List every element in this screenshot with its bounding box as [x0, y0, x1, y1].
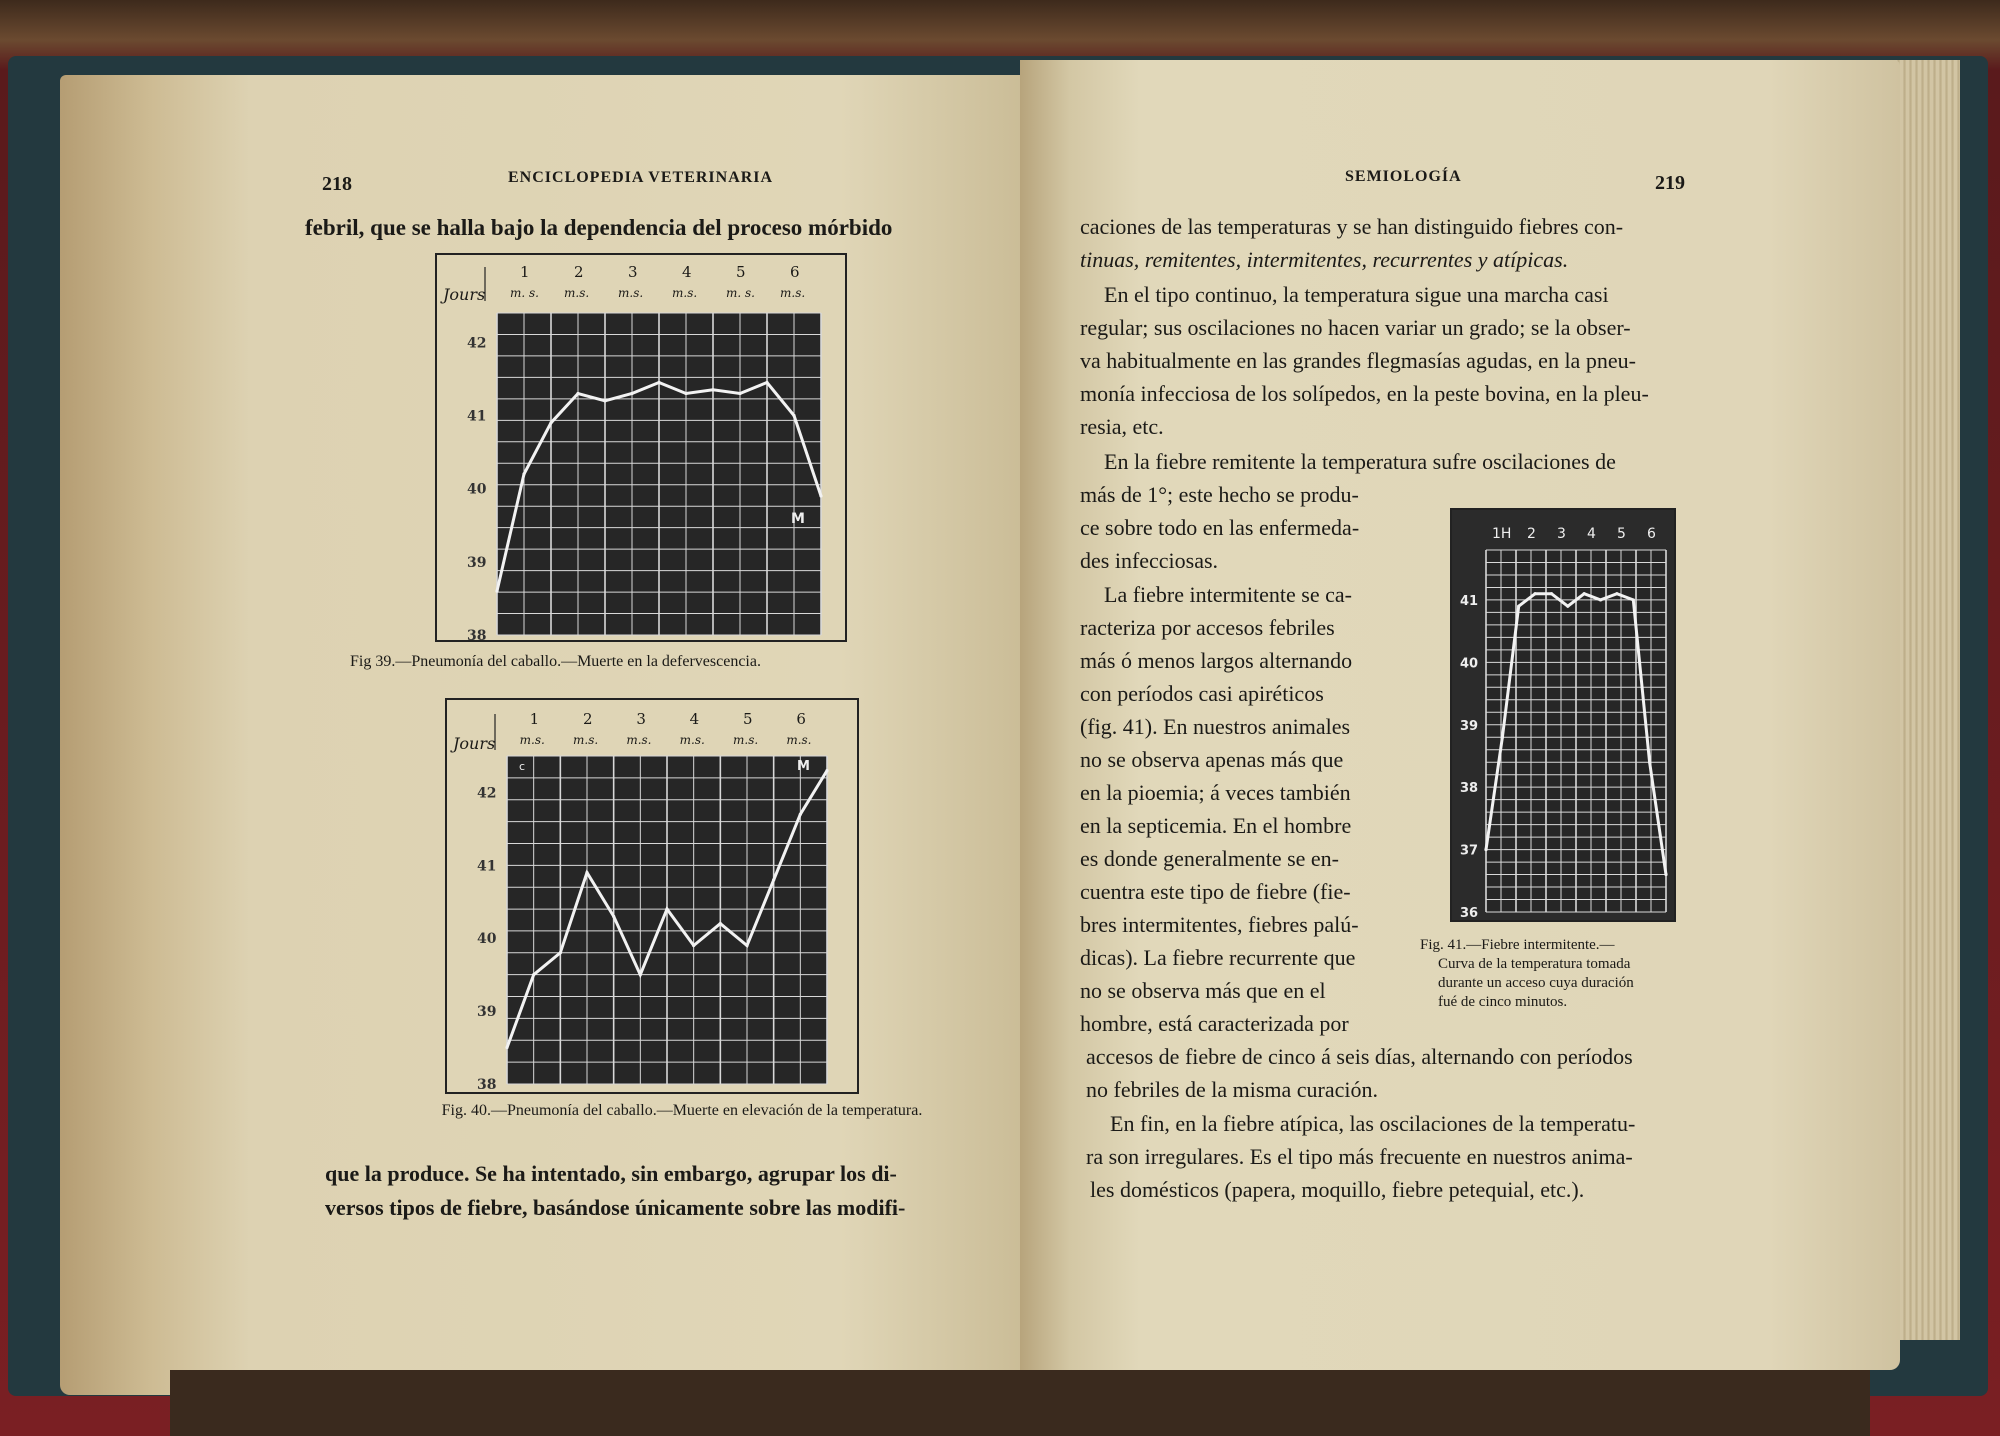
- figure-41-chart: [1450, 508, 1676, 922]
- text-line: en la septicemia. En el hombre: [1080, 813, 1352, 838]
- ms-label: m.s.: [564, 286, 590, 300]
- column-label: 3: [1557, 526, 1566, 542]
- text-line: racteriza por accesos febriles: [1080, 615, 1335, 640]
- day-label: 2: [583, 710, 593, 728]
- ms-label: m.s.: [672, 286, 698, 300]
- day-label: 3: [628, 263, 638, 281]
- temperature-point: [1615, 592, 1618, 595]
- temperature-point: [1648, 761, 1651, 764]
- right-running-head: SEMIOLOGÍA: [1345, 168, 1462, 185]
- ms-label: m.s.: [780, 286, 806, 300]
- temperature-point: [603, 399, 606, 402]
- temperature-point: [639, 973, 642, 976]
- day-label: 5: [743, 710, 753, 728]
- ms-label: m.s.: [618, 286, 644, 300]
- text-line: con períodos casi apiréticos: [1080, 681, 1324, 706]
- column-label: 4: [1587, 526, 1596, 542]
- figure-39-caption: Fig 39.—Pneumonía del caballo.—Muerte en la defervescencia.: [350, 653, 761, 670]
- ms-label: m.s.: [573, 733, 599, 747]
- column-label: 1H: [1492, 526, 1512, 542]
- caption-line: Curva de la temperatura tomada: [1438, 956, 1631, 972]
- top-label: c: [519, 760, 526, 773]
- figure-40-caption: Fig. 40.—Pneumonía del caballo.—Muerte en elevación de la temperatura.: [441, 1102, 923, 1119]
- temperature-point: [1583, 592, 1586, 595]
- text-line: más de 1°; este hecho se produ-: [1080, 482, 1359, 507]
- temperature-point: [684, 392, 687, 395]
- text-line: monía infecciosa de los solípedos, en la peste bovina, en la pleu-: [1080, 381, 1649, 406]
- temperature-point: [719, 922, 722, 925]
- text-line: dicas). La fiebre recurrente que: [1080, 945, 1356, 970]
- day-label: 4: [689, 710, 700, 728]
- temperature-point: [799, 813, 802, 816]
- y-tick-label: 41: [1460, 593, 1479, 609]
- temperature-point: [1517, 605, 1520, 608]
- temperature-point: [1632, 598, 1635, 601]
- text-line: accesos de fiebre de cinco á seis días, alternando con períodos: [1086, 1044, 1633, 1069]
- temperature-point: [1566, 605, 1569, 608]
- y-tick-label: 39: [477, 1004, 497, 1021]
- temperature-point: [738, 392, 741, 395]
- text-line: cuentra este tipo de fiebre (fie-: [1080, 879, 1351, 904]
- day-label: 6: [790, 263, 800, 281]
- text-line: resia, etc.: [1080, 414, 1164, 439]
- y-tick-label: 39: [467, 554, 487, 571]
- temperature-point: [1484, 848, 1487, 851]
- temperature-point: [1533, 592, 1536, 595]
- left-running-head: ENCICLOPEDIA VETERINARIA: [508, 169, 774, 186]
- text-line: des infecciosas.: [1080, 548, 1219, 573]
- temperature-point: [532, 973, 535, 976]
- temperature-point: [576, 392, 579, 395]
- jours-label: Jours: [443, 285, 486, 304]
- temperature-point: [612, 915, 615, 918]
- temperature-point: [765, 381, 768, 384]
- caption-line: Fig. 41.—Fiebre intermitente.—: [1420, 937, 1615, 953]
- ms-label: m.s.: [786, 733, 812, 747]
- temperature-point: [692, 944, 695, 947]
- ms-label: m. s.: [510, 286, 539, 300]
- right-page-number: 219: [1655, 172, 1685, 194]
- temperature-point: [1664, 873, 1667, 876]
- text-line: La fiebre intermitente se ca-: [1104, 582, 1352, 607]
- temperature-point: [657, 381, 660, 384]
- ms-label: m.s.: [519, 733, 545, 747]
- temperature-point: [505, 1046, 508, 1049]
- figure-39-plot: [437, 255, 845, 640]
- temperature-point: [495, 589, 498, 592]
- temperature-point: [549, 421, 552, 424]
- text-line: En la fiebre remitente la temperatura sufre oscilaciones de: [1104, 449, 1616, 474]
- day-label: 1: [529, 710, 540, 728]
- left-bottom-line-1: que la produce. Se ha intentado, sin embargo, agrupar los di-: [325, 1161, 897, 1186]
- left-bottom-line-2: versos tipos de fiebre, basándose únicamente sobre las modifi-: [325, 1195, 906, 1220]
- figure-40-plot: [447, 700, 857, 1092]
- text-line: en la pioemia; á veces también: [1080, 780, 1351, 805]
- temperature-point: [1501, 736, 1504, 739]
- temperature-point: [522, 472, 525, 475]
- y-tick-label: 40: [477, 931, 497, 948]
- text-line: más ó menos largos alternando: [1080, 648, 1353, 673]
- left-page: [60, 75, 1035, 1395]
- top-label: M: [797, 759, 810, 774]
- y-tick-label: 41: [477, 858, 497, 875]
- text-line: hombre, está caracterizada por: [1080, 1011, 1349, 1036]
- ms-label: m. s.: [726, 286, 755, 300]
- y-tick-label: 41: [467, 408, 487, 425]
- temperature-point: [585, 871, 588, 874]
- temperature-point: [745, 944, 748, 947]
- day-label: 5: [736, 263, 746, 281]
- y-tick-label: 37: [1460, 843, 1479, 859]
- y-tick-label: 39: [1460, 718, 1479, 734]
- temperature-point: [559, 951, 562, 954]
- left-page-number: 218: [322, 173, 352, 195]
- text-line: no se observa más que en el: [1080, 978, 1326, 1003]
- column-label: 5: [1617, 526, 1626, 542]
- y-tick-label: 40: [1460, 656, 1479, 672]
- temperature-point: [711, 388, 714, 391]
- day-label: 2: [574, 263, 584, 281]
- text-line: no se observa apenas más que: [1080, 747, 1344, 772]
- jours-label: Jours: [453, 734, 496, 753]
- day-label: 1: [520, 263, 530, 281]
- temperature-point: [825, 769, 828, 772]
- text-line: va habitualmente en las grandes flegmasías agudas, en la pneu-: [1080, 348, 1636, 373]
- temperature-point: [630, 392, 633, 395]
- temperature-point: [1550, 592, 1553, 595]
- text-line: ra son irregulares. Es el tipo más frecuente en nuestros anima-: [1086, 1144, 1633, 1169]
- figure-39-chart: [435, 253, 847, 642]
- temperature-point: [772, 878, 775, 881]
- day-label: 4: [682, 263, 692, 281]
- temperature-point: [665, 907, 668, 910]
- text-line: (fig. 41). En nuestros animales: [1080, 714, 1351, 739]
- ms-label: m.s.: [679, 733, 705, 747]
- stand-base: [170, 1370, 1870, 1436]
- ms-label: m.s.: [626, 733, 652, 747]
- day-label: 3: [636, 710, 646, 728]
- caption-line: durante un acceso cuya duración: [1438, 975, 1634, 991]
- left-top-line: febril, que se halla bajo la dependencia del proceso mórbido: [305, 215, 893, 240]
- text-line: les domésticos (papera, moquillo, fiebre petequial, etc.).: [1090, 1177, 1585, 1202]
- text-line: En fin, en la fiebre atípica, las oscilaciones de la temperatu-: [1110, 1111, 1636, 1136]
- y-tick-label: 40: [467, 481, 487, 498]
- caption-line: fué de cinco minutos.: [1438, 994, 1568, 1010]
- figure-41-plot: [1452, 510, 1674, 920]
- mark-label: M: [791, 511, 805, 527]
- temperature-point: [1599, 598, 1602, 601]
- text-line: caciones de las temperaturas y se han distinguido fiebres con-: [1080, 214, 1624, 239]
- y-tick-label: 38: [467, 628, 487, 640]
- y-tick-label: 38: [1460, 781, 1479, 797]
- text-line: no febriles de la misma curación.: [1086, 1077, 1379, 1102]
- text-line: es donde generalmente se en-: [1080, 846, 1339, 871]
- figure-41-caption: [1420, 936, 1710, 1012]
- y-tick-label: 38: [477, 1077, 497, 1092]
- text-line: regular; sus oscilaciones no hacen variar un grado; se la obser-: [1080, 315, 1631, 340]
- text-line: tinuas, remitentes, intermitentes, recurrentes y atípicas.: [1080, 247, 1569, 272]
- text-line: bres intermitentes, fiebres palú-: [1080, 912, 1359, 937]
- right-page: [1020, 60, 1900, 1370]
- y-tick-label: 42: [467, 335, 487, 352]
- ms-label: m.s.: [733, 733, 759, 747]
- column-label: 2: [1527, 526, 1536, 542]
- column-label: 6: [1647, 526, 1656, 542]
- text-line: En el tipo continuo, la temperatura sigue una marcha casi: [1104, 282, 1609, 307]
- y-tick-label: 36: [1460, 906, 1479, 920]
- text-line: ce sobre todo en las enfermeda-: [1080, 515, 1360, 540]
- temperature-point: [819, 494, 822, 497]
- y-tick-label: 42: [477, 785, 497, 802]
- temperature-point: [792, 414, 795, 417]
- figure-40-chart: [445, 698, 859, 1094]
- day-label: 6: [796, 710, 806, 728]
